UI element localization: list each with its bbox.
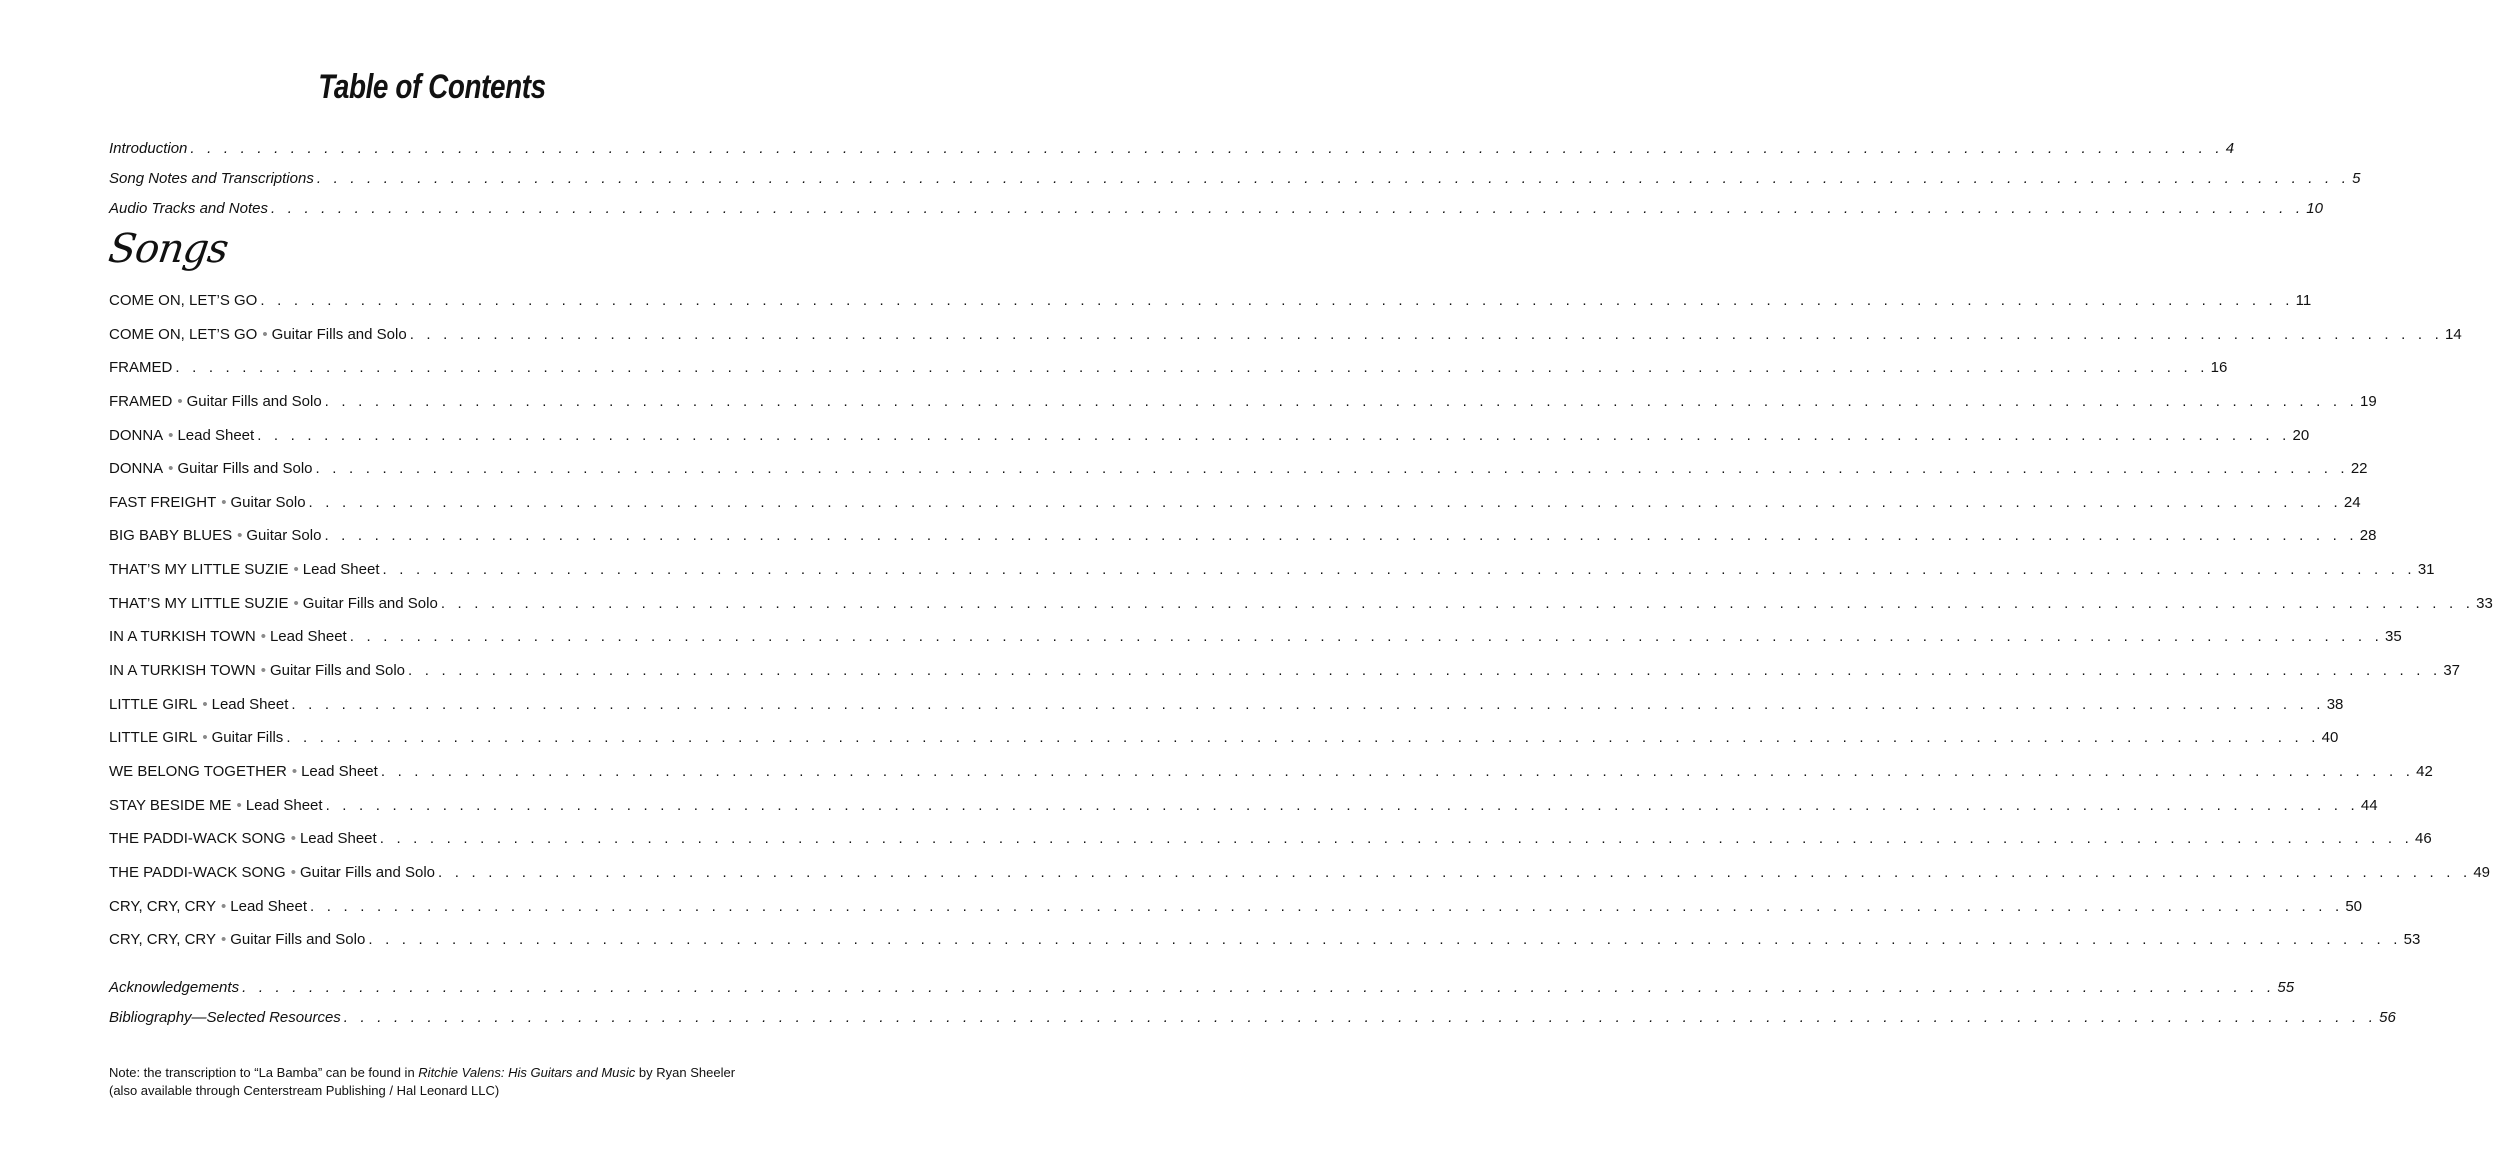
- toc-entry-page: 40: [2321, 729, 2339, 747]
- dot-leader: . . . . . . . . . . . . . . . . . . . . . . . . . . . . . . . . . . . . . . . . . . . . . . . . . . . . . . . . . . . . . . . . . . . . . . . . . . . . . . . . . . . . . . . . . . . . . . . . . . . . . . . . . . . . . . . . . . . . . . . . . .: [291, 695, 2325, 713]
- dot-leader: . . . . . . . . . . . . . . . . . . . . . . . . . . . . . . . . . . . . . . . . . . . . . . . . . . . . . . . . . . . . . . . . . . . . . . . . . . . . . . . . . . . . . . . . . . . . . . . . . . . . . . . . . . . . . . . . . . . . . . . . . .: [308, 493, 2342, 511]
- bullet-separator: •: [221, 931, 227, 949]
- toc-entry-page: 5: [2352, 170, 2361, 187]
- toc-entry-page: 14: [2445, 325, 2462, 343]
- toc-entry-song[interactable]: [109, 325, 2462, 360]
- toc-entry-label: [109, 595, 438, 612]
- toc-entry-page: 31: [2417, 561, 2435, 579]
- song-title: IN A TURKISH TOWN: [109, 628, 256, 646]
- toc-entry-label: [109, 527, 321, 544]
- song-title: DONNA: [109, 460, 164, 478]
- toc-entry-label: [109, 359, 172, 376]
- dot-leader: . . . . . . . . . . . . . . . . . . . . . . . . . . . . . . . . . . . . . . . . . . . . . . . . . . . . . . . . . . . . . . . . . . . . . . . . . . . . . . . . . . . . . . . . . . . . . . . . . . . . . . . . . . . . . . . . . . . . . . . . . .: [380, 762, 2415, 780]
- toc-entry-page: 53: [2403, 931, 2421, 949]
- toc-entry-label: [109, 561, 380, 578]
- bullet-separator: •: [168, 426, 174, 444]
- bullet-separator: •: [290, 830, 296, 848]
- song-title: FRAMED: [109, 392, 173, 410]
- toc-entry-page: 50: [2345, 897, 2363, 915]
- songs-section-heading: Songs: [105, 226, 231, 272]
- toc-entry-song[interactable]: [109, 359, 2228, 393]
- toc-entry-song[interactable]: [109, 460, 2368, 494]
- toc-entry-label: Audio Tracks and Notes: [109, 200, 268, 217]
- toc-entry-song[interactable]: [109, 628, 2402, 662]
- toc-entry-page: 4: [2225, 140, 2235, 157]
- dot-leader: . . . . . . . . . . . . . . . . . . . . . . . . . . . . . . . . . . . . . . . . . . . . . . . . . . . . . . . . . . . . . . . . . . . . . . . . . . . . . . . . . . . . . . . . . . . . . . . . . . . . . . . . . . . . . . . . . . . . . . . . . .: [257, 426, 2291, 444]
- song-part: Lead Sheet: [299, 830, 377, 848]
- song-part: Guitar Fills and Solo: [230, 931, 366, 949]
- dot-leader: . . . . . . . . . . . . . . . . . . . . . . . . . . . . . . . . . . . . . . . . . . . . . . . . . . . . . . . . . . . . . . . . . . . . . . . . . . . . . . . . . . . . . . . . . . . . . . . . . . . . . . . . . . . . . . . . . . . . . . . . . .: [242, 979, 2276, 996]
- toc-entry-label: [109, 292, 257, 309]
- song-title: DONNA: [109, 426, 164, 444]
- song-part: Guitar Fills and Solo: [186, 392, 322, 410]
- song-part: Guitar Fills and Solo: [269, 662, 406, 680]
- dot-leader: . . . . . . . . . . . . . . . . . . . . . . . . . . . . . . . . . . . . . . . . . . . . . . . . . . . . . . . . . . . . . . . . . . . . . . . . . . . . . . . . . . . . . . . . . . . . . . . . . . . . . . . . . . . . . . . . . . . . . . . . . .: [324, 392, 2358, 410]
- toc-entry-page: 19: [2359, 392, 2377, 410]
- bullet-separator: •: [221, 897, 227, 915]
- toc-entry-page: 55: [2277, 979, 2295, 996]
- songs-list: [109, 292, 2493, 965]
- song-part: Lead Sheet: [177, 426, 255, 444]
- toc-entry-song[interactable]: [109, 426, 2310, 461]
- toc-entry-page: 28: [2359, 527, 2377, 545]
- toc-entry-song[interactable]: [109, 392, 2377, 427]
- bullet-separator: •: [168, 460, 174, 478]
- toc-entry-page: 16: [2210, 359, 2228, 377]
- song-title: WE BELONG TOGETHER: [109, 762, 287, 780]
- toc-entry-page: 42: [2416, 762, 2433, 780]
- dot-leader: . . . . . . . . . . . . . . . . . . . . . . . . . . . . . . . . . . . . . . . . . . . . . . . . . . . . . . . . . . . . . . . . . . . . . . . . . . . . . . . . . . . . . . . . . . . . . . . . . . . . . . . . . . . . . . . . . . . . . . . . . .: [324, 527, 2358, 545]
- bullet-separator: •: [260, 662, 266, 680]
- toc-entry-label: [109, 763, 378, 780]
- toc-entry-label: Song Notes and Transcriptions: [109, 170, 314, 187]
- bullet-separator: •: [291, 762, 298, 780]
- toc-entry-song[interactable]: [109, 493, 2361, 528]
- song-title: THAT’S MY LITTLE SUZIE: [109, 561, 289, 579]
- toc-entry-label: Acknowledgements: [109, 979, 240, 996]
- toc-entry-page: 56: [2379, 1009, 2396, 1026]
- song-part: Guitar Fills: [211, 729, 284, 747]
- toc-entry-label: [109, 830, 377, 847]
- toc-entry-song-notes[interactable]: [109, 170, 2361, 200]
- song-part: Guitar Fills and Solo: [271, 325, 407, 343]
- toc-entry-page: 22: [2350, 460, 2368, 478]
- front-matter-list: [109, 140, 2361, 230]
- dot-leader: . . . . . . . . . . . . . . . . . . . . . . . . . . . . . . . . . . . . . . . . . . . . . . . . . . . . . . . . . . . . . . . . . . . . . . . . . . . . . . . . . . . . . . . . . . . . . . . . . . . . . . . . . . . . . . . . . . . . . . . . . .: [260, 292, 2294, 309]
- song-title: FAST FREIGHT: [109, 493, 217, 511]
- song-title: LITTLE GIRL: [109, 729, 198, 747]
- bullet-separator: •: [177, 392, 183, 410]
- toc-entry-label: Introduction: [109, 140, 188, 157]
- bullet-separator: •: [262, 325, 268, 343]
- toc-entry-label: [109, 628, 347, 645]
- song-title: COME ON, LET’S GO: [109, 292, 258, 309]
- toc-entry-label: [109, 494, 306, 511]
- bullet-separator: •: [293, 594, 299, 612]
- song-title: IN A TURKISH TOWN: [109, 662, 256, 680]
- toc-entry-label: [109, 662, 405, 679]
- bullet-separator: •: [202, 729, 208, 747]
- song-part: Lead Sheet: [211, 695, 289, 713]
- toc-entry-page: 20: [2292, 426, 2310, 444]
- dot-leader: . . . . . . . . . . . . . . . . . . . . . . . . . . . . . . . . . . . . . . . . . . . . . . . . . . . . . . . . . . . . . . . . . . . . . . . . . . . . . . . . . . . . . . . . . . . . . . . . . . . . . . . . . . . . . . . . . . . . . . . . . .: [349, 628, 2384, 646]
- footnote-book-title: Ritchie Valens: His Guitars and Music: [418, 1065, 636, 1080]
- dot-leader: . . . . . . . . . . . . . . . . . . . . . . . . . . . . . . . . . . . . . . . . . . . . . . . . . . . . . . . . . . . . . . . . . . . . . . . . . . . . . . . . . . . . . . . . . . . . . . . . . . . . . . . . . . . . . . . . . . . . . . . . . .: [343, 1009, 2378, 1026]
- dot-leader: . . . . . . . . . . . . . . . . . . . . . . . . . . . . . . . . . . . . . . . . . . . . . . . . . . . . . . . . . . . . . . . . . . . . . . . . . . . . . . . . . . . . . . . . . . . . . . . . . . . . . . . . . . . . . . . . . . . . . . . . . .: [440, 594, 2475, 612]
- page-title: Table of Contents: [318, 68, 546, 106]
- song-title: LITTLE GIRL: [109, 695, 198, 713]
- toc-entry-song[interactable]: [109, 863, 2491, 898]
- toc-entry-song[interactable]: [109, 897, 2363, 932]
- dot-leader: . . . . . . . . . . . . . . . . . . . . . . . . . . . . . . . . . . . . . . . . . . . . . . . . . . . . . . . . . . . . . . . . . . . . . . . . . . . . . . . . . . . . . . . . . . . . . . . . . . . . . . . . . . . . . . . . . . . . . . . . . .: [438, 863, 2472, 881]
- dot-leader: . . . . . . . . . . . . . . . . . . . . . . . . . . . . . . . . . . . . . . . . . . . . . . . . . . . . . . . . . . . . . . . . . . . . . . . . . . . . . . . . . . . . . . . . . . . . . . . . . . . . . . . . . . . . . . . . . . . . . . . . . .: [310, 897, 2344, 915]
- dot-leader: . . . . . . . . . . . . . . . . . . . . . . . . . . . . . . . . . . . . . . . . . . . . . . . . . . . . . . . . . . . . . . . . . . . . . . . . . . . . . . . . . . . . . . . . . . . . . . . . . . . . . . . . . . . . . . . . . . . . . . . . . .: [175, 359, 2209, 377]
- toc-entry-song[interactable]: [109, 830, 2432, 864]
- dot-leader: . . . . . . . . . . . . . . . . . . . . . . . . . . . . . . . . . . . . . . . . . . . . . . . . . . . . . . . . . . . . . . . . . . . . . . . . . . . . . . . . . . . . . . . . . . . . . . . . . . . . . . . . . . . . . . . . . . . . . . . . . .: [315, 460, 2349, 478]
- song-title: FRAMED: [109, 359, 173, 377]
- song-part: Lead Sheet: [301, 762, 378, 780]
- toc-entry-page: 46: [2415, 830, 2432, 848]
- toc-entry-song[interactable]: [109, 762, 2433, 797]
- toc-entry-label: [109, 393, 322, 410]
- song-part: Lead Sheet: [302, 561, 380, 579]
- toc-entry-song[interactable]: [109, 527, 2377, 561]
- toc-entry-song[interactable]: [109, 695, 2344, 730]
- dot-leader: . . . . . . . . . . . . . . . . . . . . . . . . . . . . . . . . . . . . . . . . . . . . . . . . . . . . . . . . . . . . . . . . . . . . . . . . . . . . . . . . . . . . . . . . . . . . . . . . . . . . . . . . . . . . . . . . . . . . . . . . . .: [270, 200, 2305, 217]
- dot-leader: . . . . . . . . . . . . . . . . . . . . . . . . . . . . . . . . . . . . . . . . . . . . . . . . . . . . . . . . . . . . . . . . . . . . . . . . . . . . . . . . . . . . . . . . . . . . . . . . . . . . . . . . . . . . . . . . . . . . . . . . . .: [379, 830, 2414, 848]
- song-title: THE PADDI-WACK SONG: [109, 863, 286, 881]
- song-title: BIG BABY BLUES: [109, 527, 233, 545]
- toc-entry-song[interactable]: [109, 292, 2312, 326]
- toc-entry-label: [109, 460, 313, 477]
- back-matter-list: [109, 979, 2396, 1039]
- dot-leader: . . . . . . . . . . . . . . . . . . . . . . . . . . . . . . . . . . . . . . . . . . . . . . . . . . . . . . . . . . . . . . . . . . . . . . . . . . . . . . . . . . . . . . . . . . . . . . . . . . . . . . . . . . . . . . . . . . . . . . . . . .: [368, 931, 2402, 949]
- toc-entry-page: 11: [2295, 292, 2312, 309]
- toc-entry-page: 35: [2385, 628, 2402, 646]
- toc-entry-page: 38: [2326, 695, 2344, 713]
- toc-entry-song[interactable]: [109, 729, 2339, 763]
- bullet-separator: •: [290, 863, 296, 881]
- bullet-separator: •: [202, 695, 208, 713]
- toc-entry-page: 44: [2360, 796, 2378, 814]
- song-title: CRY, CRY, CRY: [109, 931, 216, 949]
- toc-entry-label: [109, 427, 254, 444]
- toc-entry-song[interactable]: [109, 594, 2493, 629]
- toc-entry-page: 33: [2476, 594, 2493, 612]
- dot-leader: . . . . . . . . . . . . . . . . . . . . . . . . . . . . . . . . . . . . . . . . . . . . . . . . . . . . . . . . . . . . . . . . . . . . . . . . . . . . . . . . . . . . . . . . . . . . . . . . . . . . . . . . . . . . . . . . . . . . . . . . . .: [408, 662, 2442, 680]
- toc-entry-song[interactable]: [109, 796, 2378, 831]
- toc-entry-bibliography[interactable]: [109, 1009, 2396, 1039]
- song-title: THAT’S MY LITTLE SUZIE: [109, 594, 289, 612]
- bullet-separator: •: [260, 628, 266, 646]
- toc-entry-song[interactable]: [109, 561, 2435, 595]
- song-title: STAY BESIDE ME: [109, 796, 232, 814]
- song-title: THE PADDI-WACK SONG: [109, 830, 286, 848]
- song-part: Guitar Fills and Solo: [299, 863, 436, 881]
- dot-leader: . . . . . . . . . . . . . . . . . . . . . . . . . . . . . . . . . . . . . . . . . . . . . . . . . . . . . . . . . . . . . . . . . . . . . . . . . . . . . . . . . . . . . . . . . . . . . . . . . . . . . . . . . . . . . . . . . . . . . . . . . .: [286, 729, 2320, 747]
- toc-entry-label: [109, 864, 435, 881]
- bullet-separator: •: [236, 796, 242, 814]
- dot-leader: . . . . . . . . . . . . . . . . . . . . . . . . . . . . . . . . . . . . . . . . . . . . . . . . . . . . . . . . . . . . . . . . . . . . . . . . . . . . . . . . . . . . . . . . . . . . . . . . . . . . . . . . . . . . . . . . . . . . . . . . . .: [325, 796, 2359, 814]
- toc-entry-acknowledgements[interactable]: [109, 979, 2295, 1009]
- bullet-separator: •: [237, 527, 243, 545]
- bullet-separator: •: [221, 493, 227, 511]
- song-part: Guitar Fills and Solo: [302, 594, 438, 612]
- dot-leader: . . . . . . . . . . . . . . . . . . . . . . . . . . . . . . . . . . . . . . . . . . . . . . . . . . . . . . . . . . . . . . . . . . . . . . . . . . . . . . . . . . . . . . . . . . . . . . . . . . . . . . . . . . . . . . . . . . . . . . . . . .: [409, 325, 2443, 343]
- dot-leader: . . . . . . . . . . . . . . . . . . . . . . . . . . . . . . . . . . . . . . . . . . . . . . . . . . . . . . . . . . . . . . . . . . . . . . . . . . . . . . . . . . . . . . . . . . . . . . . . . . . . . . . . . . . . . . . . . . . . . . . . . .: [316, 170, 2351, 187]
- toc-entry-label: [109, 797, 323, 814]
- song-part: Lead Sheet: [269, 628, 347, 646]
- bullet-separator: •: [293, 561, 299, 579]
- toc-entry-label: [109, 696, 288, 713]
- song-part: Lead Sheet: [230, 897, 308, 915]
- toc-entry-song[interactable]: [109, 662, 2461, 696]
- footnote-suffix: by Ryan Sheeler: [635, 1065, 736, 1080]
- song-title: CRY, CRY, CRY: [109, 897, 216, 915]
- toc-entry-label: [109, 898, 307, 915]
- song-part: Guitar Solo: [230, 493, 306, 511]
- footnote: [109, 1064, 789, 1100]
- toc-entry-label: [109, 931, 365, 948]
- footnote-prefix: Note: the transcription to “La Bamba” can be found in: [109, 1065, 419, 1080]
- toc-entry-label: [109, 729, 283, 746]
- dot-leader: . . . . . . . . . . . . . . . . . . . . . . . . . . . . . . . . . . . . . . . . . . . . . . . . . . . . . . . . . . . . . . . . . . . . . . . . . . . . . . . . . . . . . . . . . . . . . . . . . . . . . . . . . . . . . . . . . . . . . . . . . .: [382, 561, 2416, 579]
- toc-entry-label: [109, 326, 407, 343]
- toc-entry-page: 37: [2443, 662, 2461, 680]
- footnote-line2: (also available through Centerstream Publishing / Hal Leonard LLC): [109, 1083, 500, 1098]
- toc-entry-label: Bibliography—Selected Resources: [109, 1009, 341, 1026]
- song-part: Lead Sheet: [245, 796, 323, 814]
- song-part: Guitar Solo: [246, 527, 322, 545]
- toc-entry-song[interactable]: [109, 931, 2421, 965]
- song-part: Guitar Fills and Solo: [177, 460, 313, 478]
- toc-entry-page: 24: [2343, 493, 2361, 511]
- dot-leader: . . . . . . . . . . . . . . . . . . . . . . . . . . . . . . . . . . . . . . . . . . . . . . . . . . . . . . . . . . . . . . . . . . . . . . . . . . . . . . . . . . . . . . . . . . . . . . . . . . . . . . . . . . . . . . . . . . . . . . . . . .: [190, 140, 2224, 157]
- toc-entry-page: 49: [2473, 863, 2491, 881]
- toc-entry-introduction[interactable]: [109, 140, 2235, 170]
- song-title: COME ON, LET’S GO: [109, 325, 258, 343]
- toc-entry-page: 10: [2306, 200, 2323, 217]
